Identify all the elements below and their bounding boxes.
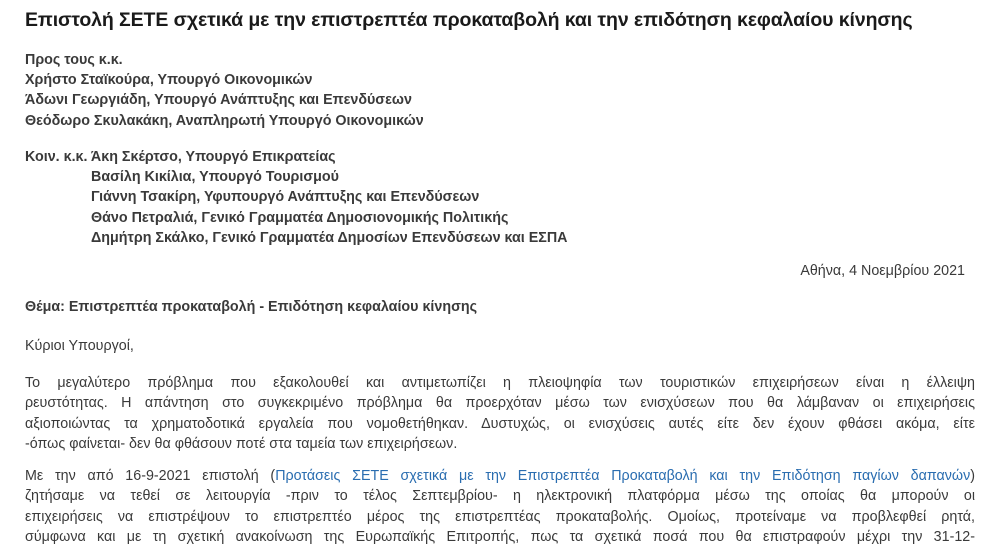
- paragraph-line: αξιοποιώντας τα χρηματοδοτικά εργαλεία που νομοθετήθηκαν. Δυστυχώς, οι ενισχύσεις αυτές είτε δεν έχουν φθάσει ακόμα, είτε: [25, 415, 975, 432]
- paragraph-line: επιχειρήσεις να επιστρέψουν το επιστρεπτέο μέρος της επιστρεπτέας προκαταβολής. Ομοίως, προτείναμε να προβλεφθεί ρητά,: [25, 508, 975, 525]
- paragraph-2: [25, 466, 975, 547]
- recipient-line: Χρήστο Σταϊκούρα, Υπουργό Οικονομικών: [25, 72, 313, 89]
- paragraph-text: ): [970, 468, 976, 484]
- paragraph-line: -όπως φαίνεται- δεν θα φθάσουν ποτέ στα ταμεία των επιχειρήσεων.: [25, 435, 458, 452]
- cc-line: Θάνο Πετραλιά, Γενικό Γραμματέα Δημοσιονομικής Πολιτικής: [91, 209, 509, 226]
- recipients-intro: Προς τους κ.κ.: [25, 52, 123, 68]
- letter-greeting: Κύριοι Υπουργοί,: [25, 338, 134, 354]
- paragraph-text: Με την από 16-9-2021 επιστολή (: [25, 468, 276, 484]
- cc-line: Βασίλη Κικίλια, Υπουργό Τουρισμού: [91, 169, 339, 186]
- letter-subject: Θέμα: Επιστρεπτέα προκαταβολή - Επιδότηση κεφαλαίου κίνησης: [25, 299, 478, 315]
- cc-block: [25, 147, 568, 248]
- paragraph-line: σύμφωνα και με τη σχετική ανακοίνωση της Ευρωπαϊκής Επιτροπής, πως τα σχετικά ποσά που θα επιστραφούν μέχρι την 31-12-: [25, 528, 975, 545]
- page-title: Επιστολή ΣΕΤΕ σχετικά με την επιστρεπτέα προκαταβολή και την επιδότηση κεφαλαίου κίνησης: [25, 9, 913, 31]
- paragraph-line-with-link: [25, 466, 975, 486]
- cc-line: Γιάννη Τσακίρη, Υφυπουργό Ανάπτυξης και Επενδύσεων: [91, 189, 480, 206]
- letter-date: Αθήνα, 4 Νοεμβρίου 2021: [800, 263, 965, 279]
- recipient-line: Θεόδωρο Σκυλακάκη, Αναπληρωτή Υπουργό Οικονομικών: [25, 112, 424, 129]
- recipients-block: [25, 50, 424, 131]
- paragraph-1: [25, 373, 975, 454]
- cc-first-line: Κοιν. κ.κ. Άκη Σκέρτσο, Υπουργό Επικρατείας: [25, 149, 336, 165]
- recipient-line: Άδωνι Γεωργιάδη, Υπουργό Ανάπτυξης και Επενδύσεων: [25, 92, 412, 109]
- cc-line: Δημήτρη Σκάλκο, Γενικό Γραμματέα Δημοσίων Επενδύσεων και ΕΣΠΑ: [91, 229, 568, 246]
- paragraph-line: Το μεγαλύτερο πρόβλημα που εξακολουθεί και αντιμετωπίζει η πλειοψηφία των τουριστικών επιχειρήσεων είναι η έλλειψη: [25, 375, 975, 391]
- paragraph-line: ζητήσαμε να τεθεί σε λειτουργία -πριν το τέλος Σεπτεμβρίου- η ηλεκτρονική πλατφόρμα μέσω της οποίας θα μπορούν οι: [25, 488, 975, 505]
- proposals-letter-link[interactable]: Προτάσεις ΣΕΤΕ σχετικά με την Επιστρεπτέα Προκαταβολή και την Επιδότηση παγίων δαπανών: [275, 468, 971, 484]
- paragraph-line: ρευστότητας. Η απάντηση στο συγκεκριμένο πρόβλημα θα προερχόταν μέσω των ενισχύσεων που θα λάμβαναν οι επιχειρήσεις: [25, 395, 975, 412]
